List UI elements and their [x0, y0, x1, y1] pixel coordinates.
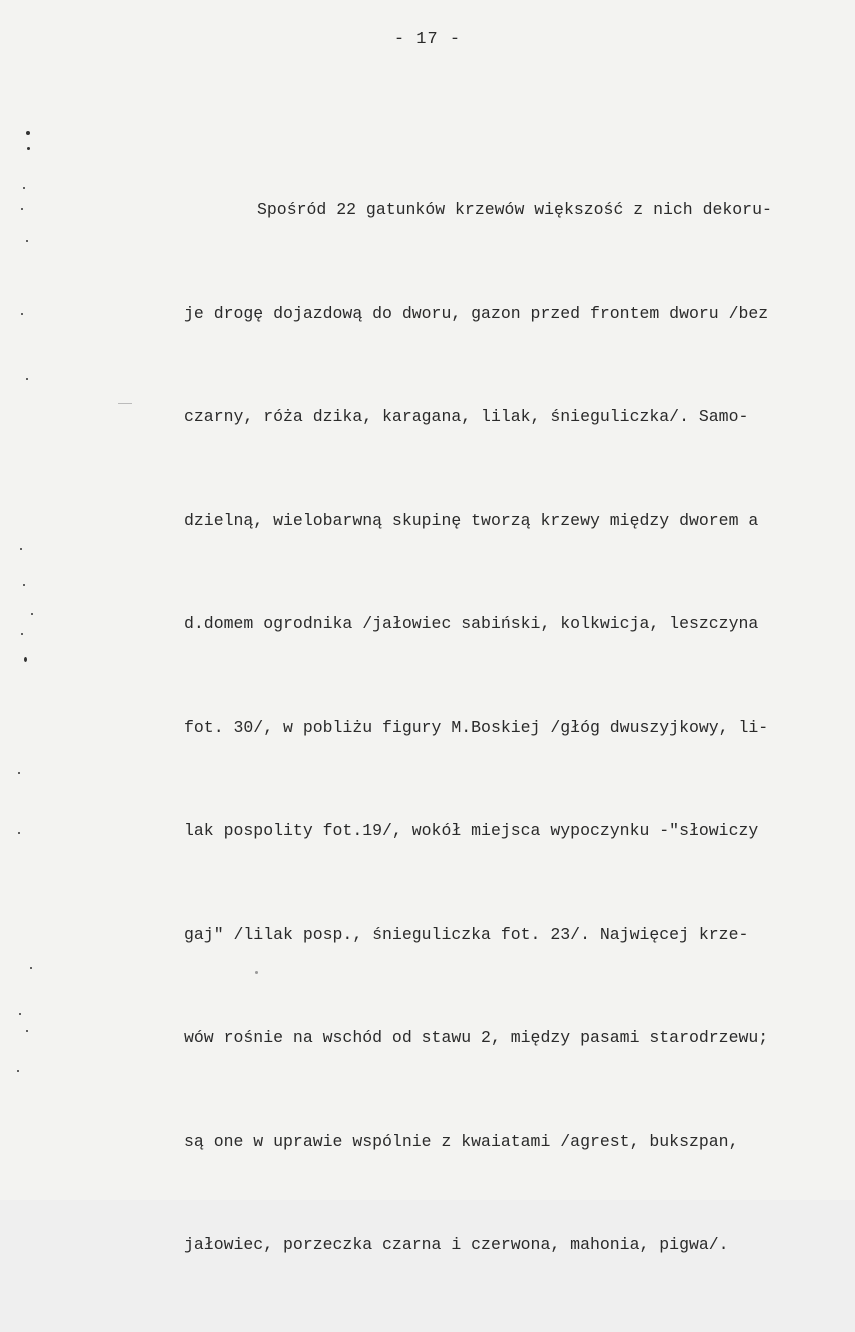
- left-margin-binding-marks: [0, 0, 60, 1200]
- binding-mark: [30, 967, 32, 969]
- paragraph-line: dzielną, wielobarwną skupinę tworzą krzewy między dworem a: [184, 510, 759, 530]
- binding-mark: [26, 378, 28, 380]
- binding-mark: [21, 313, 23, 315]
- paragraph-line: wów rośnie na wschód od stawu 2, między pasami starodrzewu;: [184, 1028, 769, 1047]
- page-number: - 17 -: [393, 30, 462, 49]
- paragraph-line: je drogę dojazdową do dworu, gazon przed frontem dworu /bez: [184, 303, 769, 323]
- binding-mark: [24, 657, 27, 662]
- binding-mark: [26, 131, 30, 135]
- binding-mark: [23, 584, 25, 586]
- binding-mark: [31, 613, 33, 615]
- paragraph: [184, 124, 824, 1332]
- paragraph-line: Spośród 22 gatunków krzewów większość z nich dekoru-: [257, 200, 772, 219]
- stray-mark: [255, 971, 258, 974]
- binding-mark: [26, 240, 28, 242]
- paragraph-line: jałowiec, porzeczka czarna i czerwona, mahonia, pigwa/.: [184, 1235, 729, 1254]
- binding-mark: [17, 1070, 19, 1072]
- binding-mark: [21, 633, 23, 635]
- binding-mark: [27, 147, 30, 150]
- paragraph-line: lak pospolity fot.19/, wokół miejsca wypoczynku -"słowiczy: [184, 821, 759, 840]
- paragraph-line: są one w uprawie wspólnie z kwaiatami /agrest, bukszpan,: [184, 1131, 739, 1151]
- binding-mark: [20, 548, 22, 550]
- binding-mark: [26, 1030, 28, 1032]
- binding-mark: [21, 208, 23, 210]
- stray-mark: [118, 403, 132, 404]
- binding-mark: [18, 772, 20, 774]
- paragraph-line: fot. 30/, w pobliżu figury M.Boskiej /głóg dwuszyjkowy, li-: [184, 717, 769, 737]
- binding-mark: [18, 832, 20, 834]
- paragraph-line: gaj" /lilak posp., śnieguliczka fot. 23/. Najwięcej krze-: [184, 924, 749, 944]
- binding-mark: [19, 1013, 21, 1015]
- binding-mark: [23, 187, 25, 189]
- paragraph-line: d.domem ogrodnika /jałowiec sabiński, kolkwicja, leszczyna: [184, 614, 759, 633]
- paragraph-line: czarny, róża dzika, karagana, lilak, śnieguliczka/. Samo-: [184, 407, 749, 426]
